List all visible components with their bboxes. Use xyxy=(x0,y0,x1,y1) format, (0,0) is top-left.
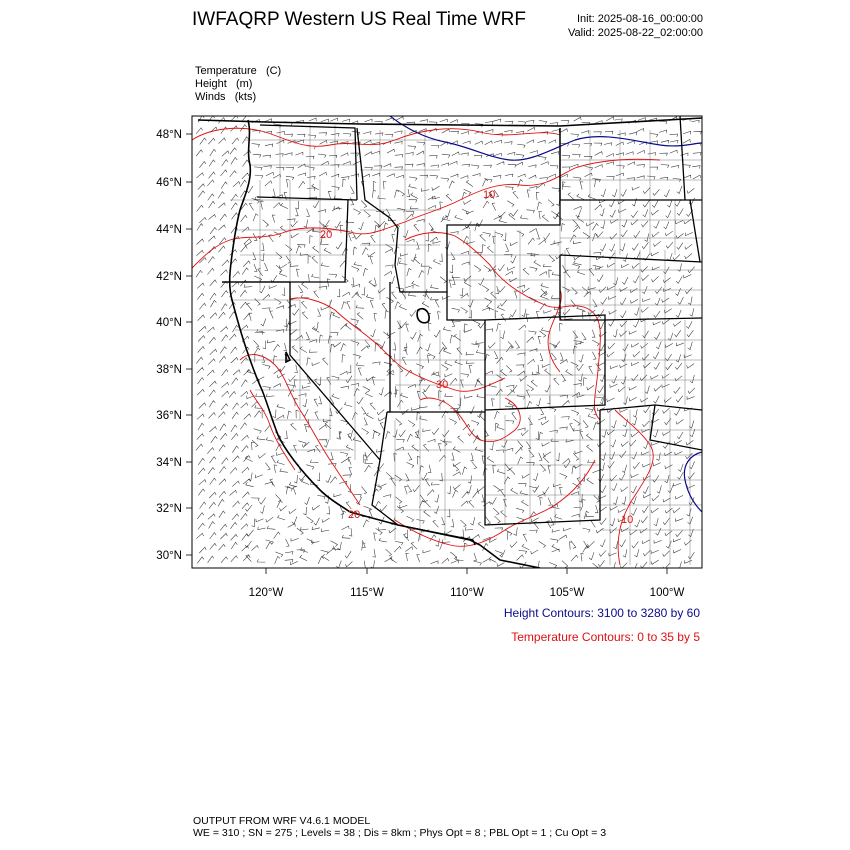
contour-label: 10 xyxy=(621,514,634,526)
init-time: Init: 2025-08-16_00:00:00 xyxy=(577,13,703,25)
lat-label: 34°N xyxy=(156,457,182,469)
lat-label: 46°N xyxy=(156,177,182,189)
lat-label: 38°N xyxy=(156,364,182,376)
lat-label: 44°N xyxy=(156,224,182,236)
wind-barb-field xyxy=(196,114,701,570)
height-contours xyxy=(390,116,702,512)
field-unit: (kts) xyxy=(234,91,257,103)
lat-label: 30°N xyxy=(156,550,182,562)
latitude-axis xyxy=(186,134,192,555)
wind-barbs xyxy=(196,114,701,570)
contour-label: 30 xyxy=(436,379,449,391)
lat-label: 32°N xyxy=(156,503,182,515)
field-unit: (C) xyxy=(265,65,282,77)
model-info-line: OUTPUT FROM WRF V4.6.1 MODEL xyxy=(193,815,371,827)
latitude-labels xyxy=(156,129,182,562)
lat-label: 48°N xyxy=(156,129,182,141)
map-title: IWFAQRP Western US Real Time WRF xyxy=(192,9,526,30)
temperature-contour-legend: Temperature Contours: 0 to 35 by 5 xyxy=(511,630,700,644)
lat-label: 42°N xyxy=(156,271,182,283)
lon-label: 115°W xyxy=(350,587,384,599)
valid-time: Valid: 2025-08-22_02:00:00 xyxy=(568,27,703,39)
lon-label: 120°W xyxy=(248,587,284,599)
lon-label: 100°W xyxy=(649,587,685,599)
longitude-axis xyxy=(266,568,667,574)
field-unit: (m) xyxy=(235,78,253,90)
contour-label: 20 xyxy=(348,509,361,521)
field-name: Height xyxy=(195,78,227,90)
lat-label: 36°N xyxy=(156,410,182,422)
field-name: Temperature xyxy=(195,65,257,77)
height-contour-legend: Height Contours: 3100 to 3280 by 60 xyxy=(503,606,700,620)
plot-frame xyxy=(192,116,702,568)
contour-label: 10 xyxy=(483,189,496,201)
lon-label: 110°W xyxy=(450,587,484,599)
model-config-line: WE = 310 ; SN = 275 ; Levels = 38 ; Dis = 8km ; Phys Opt = 8 ; PBL Opt = 1 ; Cu Opt = 3 xyxy=(193,827,607,839)
longitude-labels xyxy=(249,587,685,599)
contour-label: 20 xyxy=(320,229,333,241)
field-name: Winds xyxy=(195,91,226,103)
lat-label: 40°N xyxy=(156,317,182,329)
lon-label: 105°W xyxy=(549,587,585,599)
